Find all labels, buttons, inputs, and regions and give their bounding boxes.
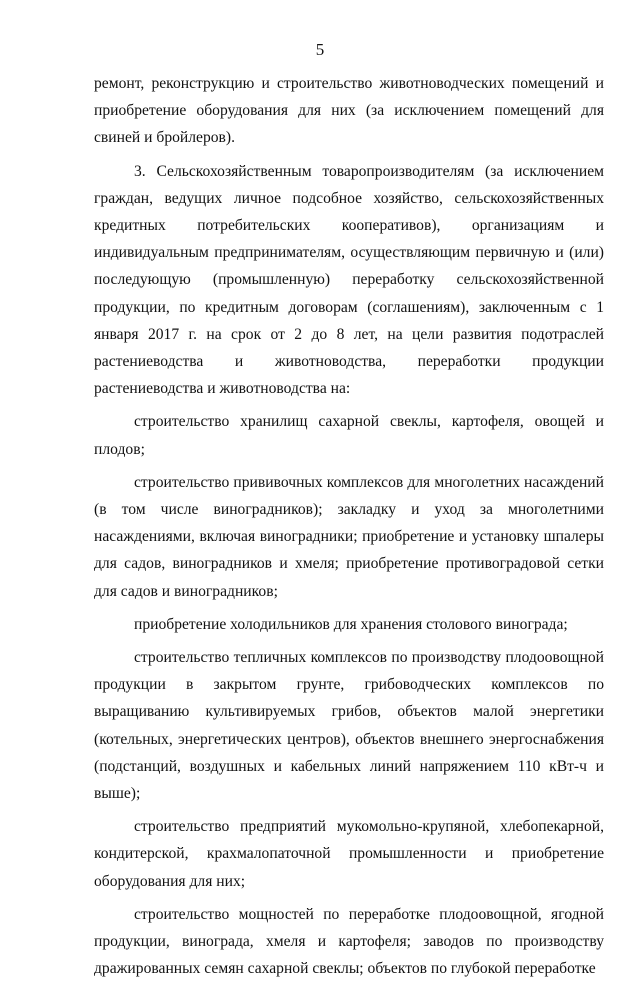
paragraph: ремонт, реконструкцию и строительство животноводческих помещений и приобретение оборудования для них (за исключением помещений для свиней и бройлеров). [94, 75, 604, 147]
paragraph: строительство предприятий мукомольно-крупяной, хлебопекарной, кондитерской, крахмалопаточной промышленности и приобретение оборудования для них; [94, 818, 604, 890]
paragraph: приобретение холодильников для хранения столового винограда; [134, 615, 568, 633]
paragraph: 3. Сельскохозяйственным товаропроизводителям (за исключением граждан, ведущих личное подсобное хозяйство, сельскохозяйственных кредитных потребительских кооперативов), организациям и индивидуальным предпринимателям, осуществляющим первичную и (или) последующую (промышленную) переработку сельскохозяйственной продукции, по кредитным договорам (соглашениям), заключенным с 1 января 2017 г. на срок от 2 до 8 лет, на цели развития подотраслей растениеводства и животноводства, переработки продукции растениеводства и животноводства на: [94, 162, 604, 398]
document-body [94, 70, 604, 989]
page-number: 5 [315, 40, 325, 59]
paragraph: строительство хранилищ сахарной свеклы, картофеля, овощей и плодов; [94, 413, 604, 458]
paragraph: строительство тепличных комплексов по производству плодоовощной продукции в закрытом грунте, грибоводческих комплексов по выращиванию культивируемых грибов, объектов малой энергетики (котельных, энергетических центров), объектов внешнего энергоснабжения (подстанций, воздушных и кабельных линий напряжением 110 кВт-ч и выше); [94, 649, 604, 803]
paragraph: строительство прививочных комплексов для многолетних насаждений (в том числе виноградников); закладку и уход за многолетними насаждениями, включая виноградники; приобретение и установку шпалеры для садов, виноградников и хмеля; приобретение противоградовой сетки для садов и виноградников; [94, 473, 604, 600]
paragraph: строительство мощностей по переработке плодоовощной, ягодной продукции, винограда, хмеля и картофеля; заводов по производству дражированных семян сахарной свеклы; объектов по глубокой переработке [94, 905, 604, 978]
